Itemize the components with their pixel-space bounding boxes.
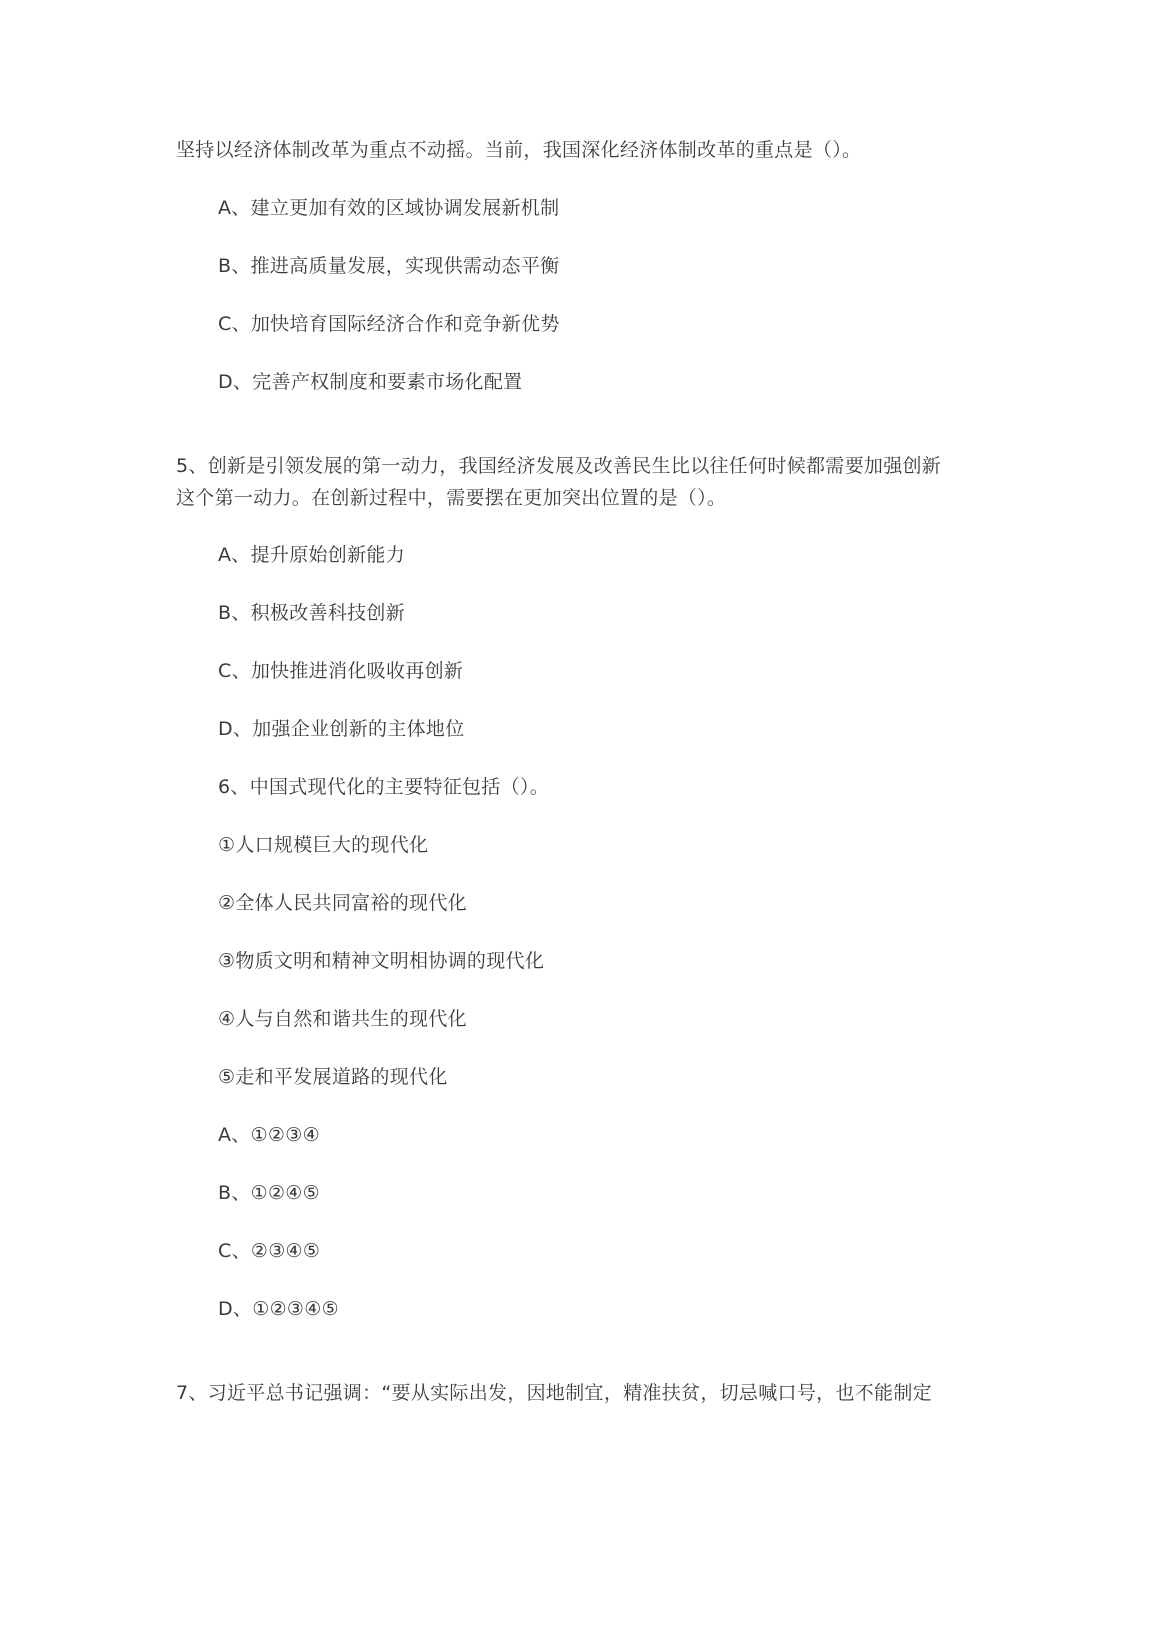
question-6-item-2: ②全体人民共同富裕的现代化 <box>218 892 467 914</box>
question-5-option-b: B、积极改善科技创新 <box>218 602 406 624</box>
question-6-item-5: ⑤走和平发展道路的现代化 <box>218 1066 448 1088</box>
question-6-option-a: A、①②③④ <box>218 1124 320 1146</box>
question-7-stem: 7、习近平总书记强调：“要从实际出发，因地制宜，精准扶贫，切忌喊口号，也不能制定 <box>176 1382 932 1404</box>
question-6-item-4: ④人与自然和谐共生的现代化 <box>218 1008 467 1030</box>
question-4-option-a: A、建立更加有效的区域协调发展新机制 <box>218 197 560 219</box>
question-4-option-b: B、推进高质量发展，实现供需动态平衡 <box>218 255 560 277</box>
question-6-stem: 6、中国式现代化的主要特征包括（）。 <box>218 776 549 798</box>
question-4-option-d: D、完善产权制度和要素市场化配置 <box>218 371 523 393</box>
question-6-option-d: D、①②③④⑤ <box>218 1298 339 1320</box>
question-4-stem: 坚持以经济体制改革为重点不动摇。当前，我国深化经济体制改革的重点是（）。 <box>176 139 862 161</box>
question-5-stem-line-2: 这个第一动力。在创新过程中，需要摆在更加突出位置的是（）。 <box>176 487 727 509</box>
question-5-option-d: D、加强企业创新的主体地位 <box>218 718 465 740</box>
question-4-option-c: C、加快培育国际经济合作和竞争新优势 <box>218 313 560 335</box>
question-6-item-1: ①人口规模巨大的现代化 <box>218 834 429 856</box>
question-5-stem-line-1: 5、创新是引领发展的第一动力，我国经济发展及改善民生比以往任何时候都需要加强创新 <box>176 455 942 477</box>
question-6-item-3: ③物质文明和精神文明相协调的现代化 <box>218 950 545 972</box>
question-6-option-b: B、①②④⑤ <box>218 1182 320 1204</box>
question-5-option-c: C、加快推进消化吸收再创新 <box>218 660 464 682</box>
question-6-option-c: C、②③④⑤ <box>218 1240 321 1262</box>
question-5-option-a: A、提升原始创新能力 <box>218 544 405 566</box>
